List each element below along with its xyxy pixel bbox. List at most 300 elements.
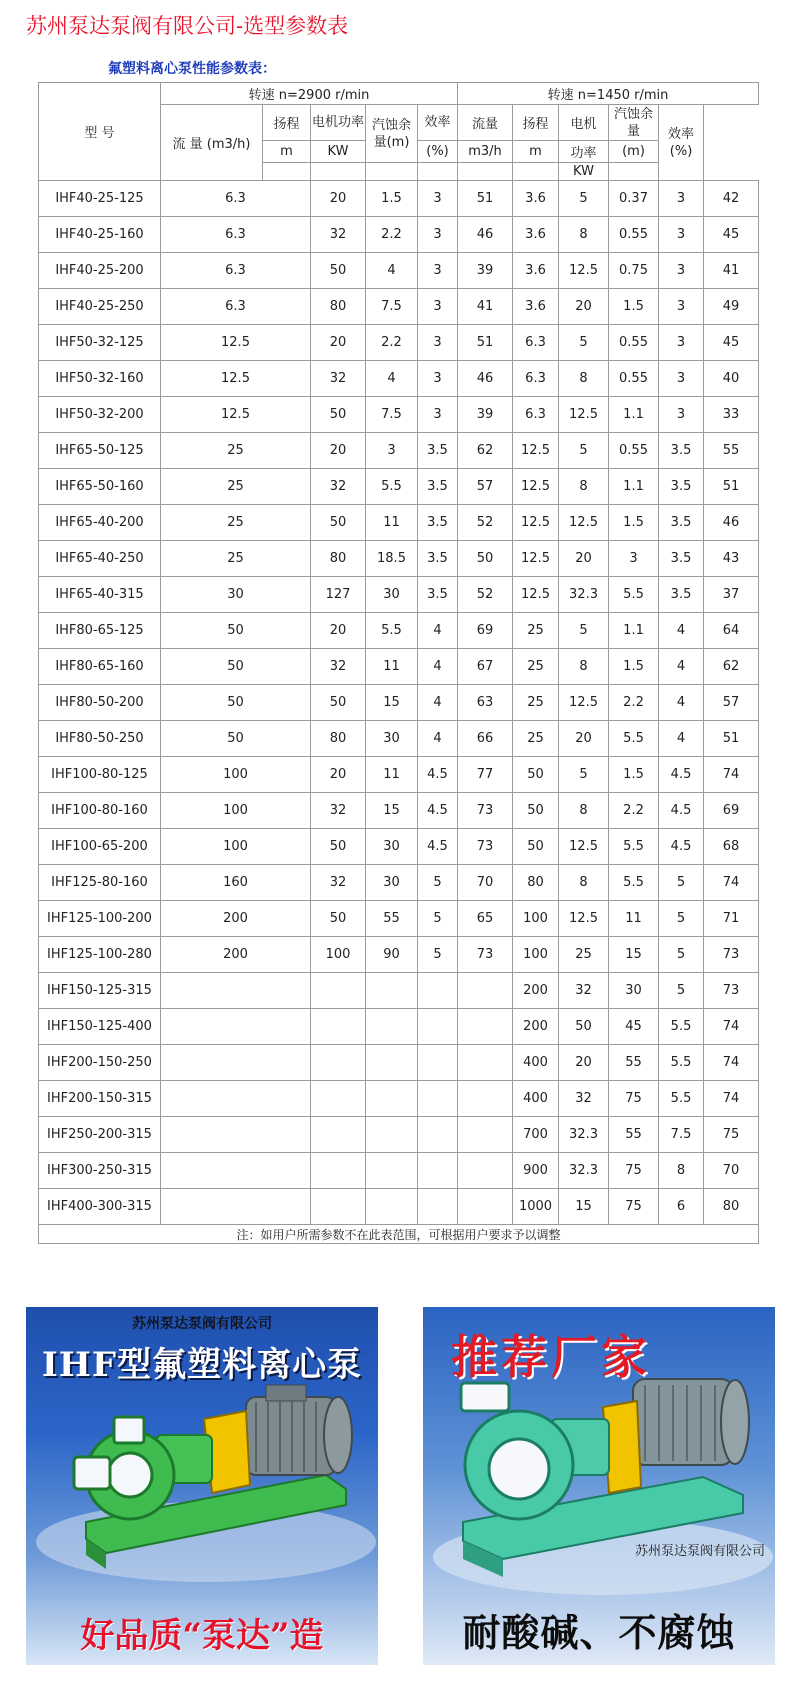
cell-npsh-1450: 3.5 <box>659 433 704 469</box>
table-row <box>39 361 759 397</box>
cell-flow-1450: 12.5 <box>513 433 559 469</box>
cell-flow-1450: 3.6 <box>513 181 559 217</box>
cell-eff-2900: 46 <box>458 217 513 253</box>
cell-npsh-2900: 3 <box>418 361 458 397</box>
cell-head-1450: 5 <box>559 613 609 649</box>
cell-flow-2900: 100 <box>161 757 311 793</box>
table-row <box>39 325 759 361</box>
table-row <box>39 721 759 757</box>
header-speed-2900: 转速 n=2900 r/min <box>161 83 458 105</box>
cell-power-2900: 4 <box>366 253 418 289</box>
cell-npsh-2900: 3.5 <box>418 577 458 613</box>
cell-model: IHF100-65-200 <box>39 829 161 865</box>
table-row <box>39 793 759 829</box>
cell-npsh-1450: 3 <box>659 397 704 433</box>
cell-eff-1450: 74 <box>704 1009 759 1045</box>
cell-power-2900: 5.5 <box>366 469 418 505</box>
header-blank-cell <box>311 163 366 181</box>
table-row <box>39 505 759 541</box>
cell-flow-2900: 100 <box>161 829 311 865</box>
cell-eff-2900: 66 <box>458 721 513 757</box>
cell-power-1450: 75 <box>609 1081 659 1117</box>
cell-power-1450: 0.75 <box>609 253 659 289</box>
cell-eff-1450: 33 <box>704 397 759 433</box>
cell-head-2900: 80 <box>311 721 366 757</box>
cell-head-1450: 12.5 <box>559 505 609 541</box>
cell-npsh-1450: 3.5 <box>659 541 704 577</box>
cell-npsh-1450: 3.5 <box>659 505 704 541</box>
cell-eff-1450: 51 <box>704 721 759 757</box>
cell-model: IHF100-80-160 <box>39 793 161 829</box>
cell-power-1450: 1.5 <box>609 289 659 325</box>
cell-head-2900: 50 <box>311 397 366 433</box>
cell-head-2900: 80 <box>311 289 366 325</box>
cell-head-1450: 8 <box>559 469 609 505</box>
cell-head-2900 <box>311 1153 366 1189</box>
header-unit-pct-2900: (%) <box>418 141 458 163</box>
cell-power-1450: 0.37 <box>609 181 659 217</box>
cell-power-1450: 45 <box>609 1009 659 1045</box>
cell-eff-1450: 71 <box>704 901 759 937</box>
cell-npsh-2900 <box>418 1045 458 1081</box>
cell-power-1450: 5.5 <box>609 577 659 613</box>
cell-npsh-2900: 3 <box>418 289 458 325</box>
cell-power-2900: 7.5 <box>366 397 418 433</box>
cell-npsh-2900: 3 <box>418 325 458 361</box>
cell-head-1450: 12.5 <box>559 397 609 433</box>
cell-eff-1450: 51 <box>704 469 759 505</box>
cell-npsh-1450: 6 <box>659 1189 704 1225</box>
cell-flow-1450: 50 <box>513 793 559 829</box>
cell-eff-2900: 77 <box>458 757 513 793</box>
cell-eff-1450: 73 <box>704 973 759 1009</box>
cell-head-1450: 15 <box>559 1189 609 1225</box>
cell-flow-1450: 50 <box>513 829 559 865</box>
cell-power-1450: 55 <box>609 1117 659 1153</box>
table-row <box>39 181 759 217</box>
cell-eff-2900 <box>458 1117 513 1153</box>
cell-npsh-1450: 3 <box>659 325 704 361</box>
cell-npsh-1450: 3.5 <box>659 577 704 613</box>
cell-model: IHF125-80-160 <box>39 865 161 901</box>
cell-eff-1450: 45 <box>704 325 759 361</box>
cell-model: IHF125-100-200 <box>39 901 161 937</box>
cell-model: IHF80-50-200 <box>39 685 161 721</box>
cell-head-2900: 20 <box>311 325 366 361</box>
cell-head-1450: 20 <box>559 1045 609 1081</box>
cell-power-2900 <box>366 1045 418 1081</box>
cell-power-1450: 1.1 <box>609 397 659 433</box>
cell-head-1450: 5 <box>559 433 609 469</box>
cell-npsh-1450: 5 <box>659 973 704 1009</box>
cell-eff-1450: 40 <box>704 361 759 397</box>
header-unit-flow-1450: m3/h <box>458 141 513 163</box>
cell-eff-1450: 46 <box>704 505 759 541</box>
cell-power-2900: 1.5 <box>366 181 418 217</box>
cell-power-1450: 55 <box>609 1045 659 1081</box>
cell-eff-2900 <box>458 1045 513 1081</box>
cell-power-1450: 3 <box>609 541 659 577</box>
cell-npsh-1450: 4 <box>659 721 704 757</box>
cell-eff-1450: 41 <box>704 253 759 289</box>
cell-npsh-1450: 4 <box>659 685 704 721</box>
cell-power-1450: 75 <box>609 1189 659 1225</box>
cell-head-2900: 32 <box>311 649 366 685</box>
cell-flow-2900: 25 <box>161 469 311 505</box>
cell-flow-1450: 200 <box>513 1009 559 1045</box>
pump-parameter-table <box>38 82 759 1244</box>
cell-flow-2900: 12.5 <box>161 325 311 361</box>
cell-flow-2900: 12.5 <box>161 361 311 397</box>
cell-power-2900 <box>366 1009 418 1045</box>
cell-npsh-2900: 3.5 <box>418 433 458 469</box>
cell-eff-2900: 51 <box>458 325 513 361</box>
header-blank-cell <box>513 163 559 181</box>
cell-power-1450: 5.5 <box>609 829 659 865</box>
header-efficiency-2900: 效率 <box>418 105 458 141</box>
cell-power-2900 <box>366 973 418 1009</box>
header-speed-1450: 转速 n=1450 r/min <box>458 83 759 105</box>
cell-head-2900: 20 <box>311 613 366 649</box>
cell-npsh-2900 <box>418 1081 458 1117</box>
cell-head-1450: 8 <box>559 649 609 685</box>
cell-head-1450: 8 <box>559 865 609 901</box>
cell-flow-1450: 50 <box>513 757 559 793</box>
cell-eff-1450: 62 <box>704 649 759 685</box>
cell-power-2900 <box>366 1153 418 1189</box>
table-row <box>39 937 759 973</box>
cell-head-1450: 8 <box>559 217 609 253</box>
cell-head-1450: 50 <box>559 1009 609 1045</box>
cell-eff-2900: 41 <box>458 289 513 325</box>
cell-flow-1450: 100 <box>513 901 559 937</box>
cell-power-2900: 5.5 <box>366 613 418 649</box>
product-banner-left <box>26 1307 378 1665</box>
cell-npsh-1450: 4 <box>659 613 704 649</box>
cell-model: IHF40-25-125 <box>39 181 161 217</box>
table-row <box>39 829 759 865</box>
cell-npsh-1450: 5 <box>659 901 704 937</box>
header-unit-kw-1450: KW <box>559 163 609 181</box>
cell-flow-1450: 200 <box>513 973 559 1009</box>
cell-eff-1450: 64 <box>704 613 759 649</box>
cell-npsh-2900: 3.5 <box>418 469 458 505</box>
table-body <box>39 181 759 1225</box>
cell-eff-1450: 74 <box>704 1045 759 1081</box>
cell-head-2900: 32 <box>311 469 366 505</box>
cell-power-1450: 0.55 <box>609 325 659 361</box>
cell-head-2900 <box>311 1081 366 1117</box>
cell-head-2900: 20 <box>311 433 366 469</box>
cell-model: IHF400-300-315 <box>39 1189 161 1225</box>
header-blank-cell <box>263 163 311 181</box>
cell-flow-2900: 25 <box>161 433 311 469</box>
cell-power-2900: 15 <box>366 793 418 829</box>
cell-power-2900: 2.2 <box>366 217 418 253</box>
cell-head-2900 <box>311 1117 366 1153</box>
cell-eff-1450: 43 <box>704 541 759 577</box>
cell-npsh-2900 <box>418 1117 458 1153</box>
cell-head-2900: 32 <box>311 793 366 829</box>
cell-flow-2900: 50 <box>161 685 311 721</box>
cell-flow-2900: 100 <box>161 793 311 829</box>
cell-npsh-1450: 4.5 <box>659 829 704 865</box>
cell-model: IHF200-150-250 <box>39 1045 161 1081</box>
cell-power-2900: 30 <box>366 577 418 613</box>
cell-eff-2900: 63 <box>458 685 513 721</box>
cell-flow-1450: 3.6 <box>513 253 559 289</box>
cell-flow-2900: 25 <box>161 505 311 541</box>
cell-model: IHF65-40-315 <box>39 577 161 613</box>
cell-flow-2900: 30 <box>161 577 311 613</box>
cell-eff-1450: 74 <box>704 1081 759 1117</box>
cell-head-1450: 32.3 <box>559 577 609 613</box>
cell-npsh-1450: 3 <box>659 253 704 289</box>
cell-model: IHF40-25-200 <box>39 253 161 289</box>
cell-npsh-2900: 3 <box>418 397 458 433</box>
cell-head-2900: 50 <box>311 685 366 721</box>
table-row <box>39 1189 759 1225</box>
header-npsh-2900: 汽蚀余量(m) <box>366 105 418 163</box>
cell-eff-1450: 69 <box>704 793 759 829</box>
cell-power-1450: 5.5 <box>609 721 659 757</box>
cell-power-1450: 1.1 <box>609 469 659 505</box>
cell-eff-2900: 52 <box>458 505 513 541</box>
cell-power-2900 <box>366 1117 418 1153</box>
cell-head-1450: 5 <box>559 325 609 361</box>
cell-head-1450: 32 <box>559 1081 609 1117</box>
cell-flow-2900: 50 <box>161 649 311 685</box>
table-row <box>39 865 759 901</box>
cell-power-1450: 2.2 <box>609 685 659 721</box>
cell-eff-2900: 73 <box>458 829 513 865</box>
cell-power-2900: 55 <box>366 901 418 937</box>
table-row <box>39 973 759 1009</box>
cell-flow-1450: 12.5 <box>513 469 559 505</box>
cell-flow-2900 <box>161 1009 311 1045</box>
cell-head-1450: 20 <box>559 721 609 757</box>
cell-power-2900: 11 <box>366 505 418 541</box>
cell-eff-2900 <box>458 1153 513 1189</box>
cell-head-2900 <box>311 1045 366 1081</box>
cell-head-1450: 12.5 <box>559 253 609 289</box>
cell-flow-2900: 6.3 <box>161 217 311 253</box>
cell-model: IHF150-125-400 <box>39 1009 161 1045</box>
cell-eff-2900: 52 <box>458 577 513 613</box>
cell-model: IHF65-40-250 <box>39 541 161 577</box>
cell-power-2900: 11 <box>366 757 418 793</box>
cell-flow-1450: 25 <box>513 613 559 649</box>
cell-power-2900: 4 <box>366 361 418 397</box>
cell-head-1450: 8 <box>559 361 609 397</box>
cell-model: IHF300-250-315 <box>39 1153 161 1189</box>
cell-model: IHF65-50-125 <box>39 433 161 469</box>
cell-eff-2900 <box>458 1189 513 1225</box>
cell-power-1450: 0.55 <box>609 433 659 469</box>
cell-head-2900: 20 <box>311 181 366 217</box>
cell-model: IHF65-40-200 <box>39 505 161 541</box>
cell-head-2900: 80 <box>311 541 366 577</box>
cell-model: IHF40-25-250 <box>39 289 161 325</box>
cell-eff-1450: 49 <box>704 289 759 325</box>
cell-model: IHF65-50-160 <box>39 469 161 505</box>
cell-flow-1450: 3.6 <box>513 217 559 253</box>
cell-flow-1450: 25 <box>513 685 559 721</box>
cell-power-2900 <box>366 1081 418 1117</box>
cell-eff-2900: 62 <box>458 433 513 469</box>
cell-head-1450: 5 <box>559 181 609 217</box>
table-row <box>39 649 759 685</box>
header-npsh-1450: 汽蚀余量 <box>609 105 659 141</box>
header-power-1450: 功率 <box>559 141 609 163</box>
cell-power-1450: 5.5 <box>609 865 659 901</box>
cell-eff-2900 <box>458 973 513 1009</box>
cell-power-1450: 2.2 <box>609 793 659 829</box>
header-blank-cell <box>418 163 458 181</box>
cell-power-1450: 1.5 <box>609 505 659 541</box>
cell-head-1450: 32.3 <box>559 1153 609 1189</box>
header-flow-2900: 流 量 (m3/h) <box>161 105 263 181</box>
cell-power-2900: 30 <box>366 721 418 757</box>
cell-head-2900: 50 <box>311 901 366 937</box>
cell-flow-1450: 6.3 <box>513 361 559 397</box>
cell-flow-1450: 100 <box>513 937 559 973</box>
cell-flow-2900 <box>161 1081 311 1117</box>
cell-eff-2900: 50 <box>458 541 513 577</box>
cell-npsh-1450: 5.5 <box>659 1045 704 1081</box>
table-row <box>39 1045 759 1081</box>
header-unit-kw-2900: KW <box>311 141 366 163</box>
header-head-2900: 扬程 <box>263 105 311 141</box>
cell-eff-1450: 80 <box>704 1189 759 1225</box>
cell-flow-1450: 12.5 <box>513 505 559 541</box>
header-model: 型 号 <box>39 83 161 181</box>
cell-power-2900: 90 <box>366 937 418 973</box>
cell-npsh-1450: 5 <box>659 865 704 901</box>
cell-model: IHF100-80-125 <box>39 757 161 793</box>
cell-flow-2900: 50 <box>161 613 311 649</box>
cell-flow-2900: 12.5 <box>161 397 311 433</box>
cell-model: IHF80-65-160 <box>39 649 161 685</box>
cell-npsh-1450: 3.5 <box>659 469 704 505</box>
cell-power-1450: 15 <box>609 937 659 973</box>
cell-npsh-1450: 4 <box>659 649 704 685</box>
cell-flow-1450: 25 <box>513 649 559 685</box>
table-row <box>39 253 759 289</box>
cell-power-2900: 3 <box>366 433 418 469</box>
cell-flow-2900: 6.3 <box>161 181 311 217</box>
page-title: 苏州泵达泵阀有限公司-选型参数表 <box>26 14 349 38</box>
cell-head-1450: 5 <box>559 757 609 793</box>
cell-flow-1450: 1000 <box>513 1189 559 1225</box>
cell-power-1450: 1.5 <box>609 757 659 793</box>
cell-npsh-1450: 4.5 <box>659 757 704 793</box>
cell-flow-1450: 900 <box>513 1153 559 1189</box>
table-row <box>39 1009 759 1045</box>
cell-head-2900: 50 <box>311 829 366 865</box>
table-row <box>39 577 759 613</box>
cell-eff-1450: 55 <box>704 433 759 469</box>
cell-model: IHF150-125-315 <box>39 973 161 1009</box>
cell-npsh-2900: 3 <box>418 181 458 217</box>
cell-eff-2900: 39 <box>458 397 513 433</box>
cell-model: IHF125-100-280 <box>39 937 161 973</box>
cell-power-2900: 30 <box>366 865 418 901</box>
cell-npsh-1450: 3 <box>659 361 704 397</box>
cell-flow-1450: 400 <box>513 1081 559 1117</box>
table-row <box>39 469 759 505</box>
cell-model: IHF200-150-315 <box>39 1081 161 1117</box>
cell-eff-2900: 51 <box>458 181 513 217</box>
cell-model: IHF50-32-160 <box>39 361 161 397</box>
cell-flow-2900 <box>161 1117 311 1153</box>
cell-head-1450: 32 <box>559 973 609 1009</box>
cell-model: IHF50-32-200 <box>39 397 161 433</box>
cell-flow-2900: 200 <box>161 901 311 937</box>
cell-eff-2900: 39 <box>458 253 513 289</box>
cell-head-2900: 127 <box>311 577 366 613</box>
cell-head-1450: 25 <box>559 937 609 973</box>
header-motor-power-2900: 电机功率 <box>311 105 366 141</box>
cell-head-1450: 12.5 <box>559 901 609 937</box>
header-blank-cell <box>366 163 418 181</box>
header-blank-cell <box>609 163 659 181</box>
cell-model: IHF80-65-125 <box>39 613 161 649</box>
cell-npsh-2900 <box>418 1153 458 1189</box>
cell-npsh-2900: 3 <box>418 253 458 289</box>
cell-flow-2900 <box>161 973 311 1009</box>
cell-head-2900: 32 <box>311 361 366 397</box>
cell-npsh-2900: 4 <box>418 721 458 757</box>
cell-npsh-1450: 4.5 <box>659 793 704 829</box>
cell-npsh-2900: 5 <box>418 937 458 973</box>
cell-flow-1450: 12.5 <box>513 577 559 613</box>
cell-npsh-1450: 3 <box>659 289 704 325</box>
cell-eff-1450: 73 <box>704 937 759 973</box>
cell-model: IHF250-200-315 <box>39 1117 161 1153</box>
header-head-1450: 扬程 <box>513 105 559 141</box>
cell-power-1450: 11 <box>609 901 659 937</box>
cell-eff-1450: 75 <box>704 1117 759 1153</box>
cell-head-2900 <box>311 973 366 1009</box>
cell-model: IHF80-50-250 <box>39 721 161 757</box>
cell-eff-1450: 70 <box>704 1153 759 1189</box>
table-note: 注：如用户所需参数不在此表范围，可根据用户要求予以调整 <box>39 1225 759 1244</box>
cell-eff-1450: 68 <box>704 829 759 865</box>
cell-npsh-2900: 3.5 <box>418 541 458 577</box>
cell-head-2900 <box>311 1189 366 1225</box>
cell-head-1450: 20 <box>559 289 609 325</box>
table-row <box>39 901 759 937</box>
cell-flow-1450: 400 <box>513 1045 559 1081</box>
cell-eff-2900: 69 <box>458 613 513 649</box>
cell-flow-2900: 50 <box>161 721 311 757</box>
cell-flow-2900: 6.3 <box>161 289 311 325</box>
banner-right-headline: 推荐厂家 <box>451 1330 651 1384</box>
table-title: 氟塑料离心泵性能参数表： <box>108 61 276 77</box>
cell-eff-1450: 45 <box>704 217 759 253</box>
cell-npsh-2900: 4 <box>418 649 458 685</box>
cell-eff-2900: 46 <box>458 361 513 397</box>
cell-head-2900: 32 <box>311 217 366 253</box>
banner-left-company: 苏州泵达泵阀有限公司 <box>132 1316 272 1332</box>
cell-power-2900: 30 <box>366 829 418 865</box>
cell-eff-1450: 42 <box>704 181 759 217</box>
cell-eff-2900: 70 <box>458 865 513 901</box>
cell-head-2900: 50 <box>311 505 366 541</box>
cell-npsh-2900: 4 <box>418 613 458 649</box>
table-row <box>39 613 759 649</box>
